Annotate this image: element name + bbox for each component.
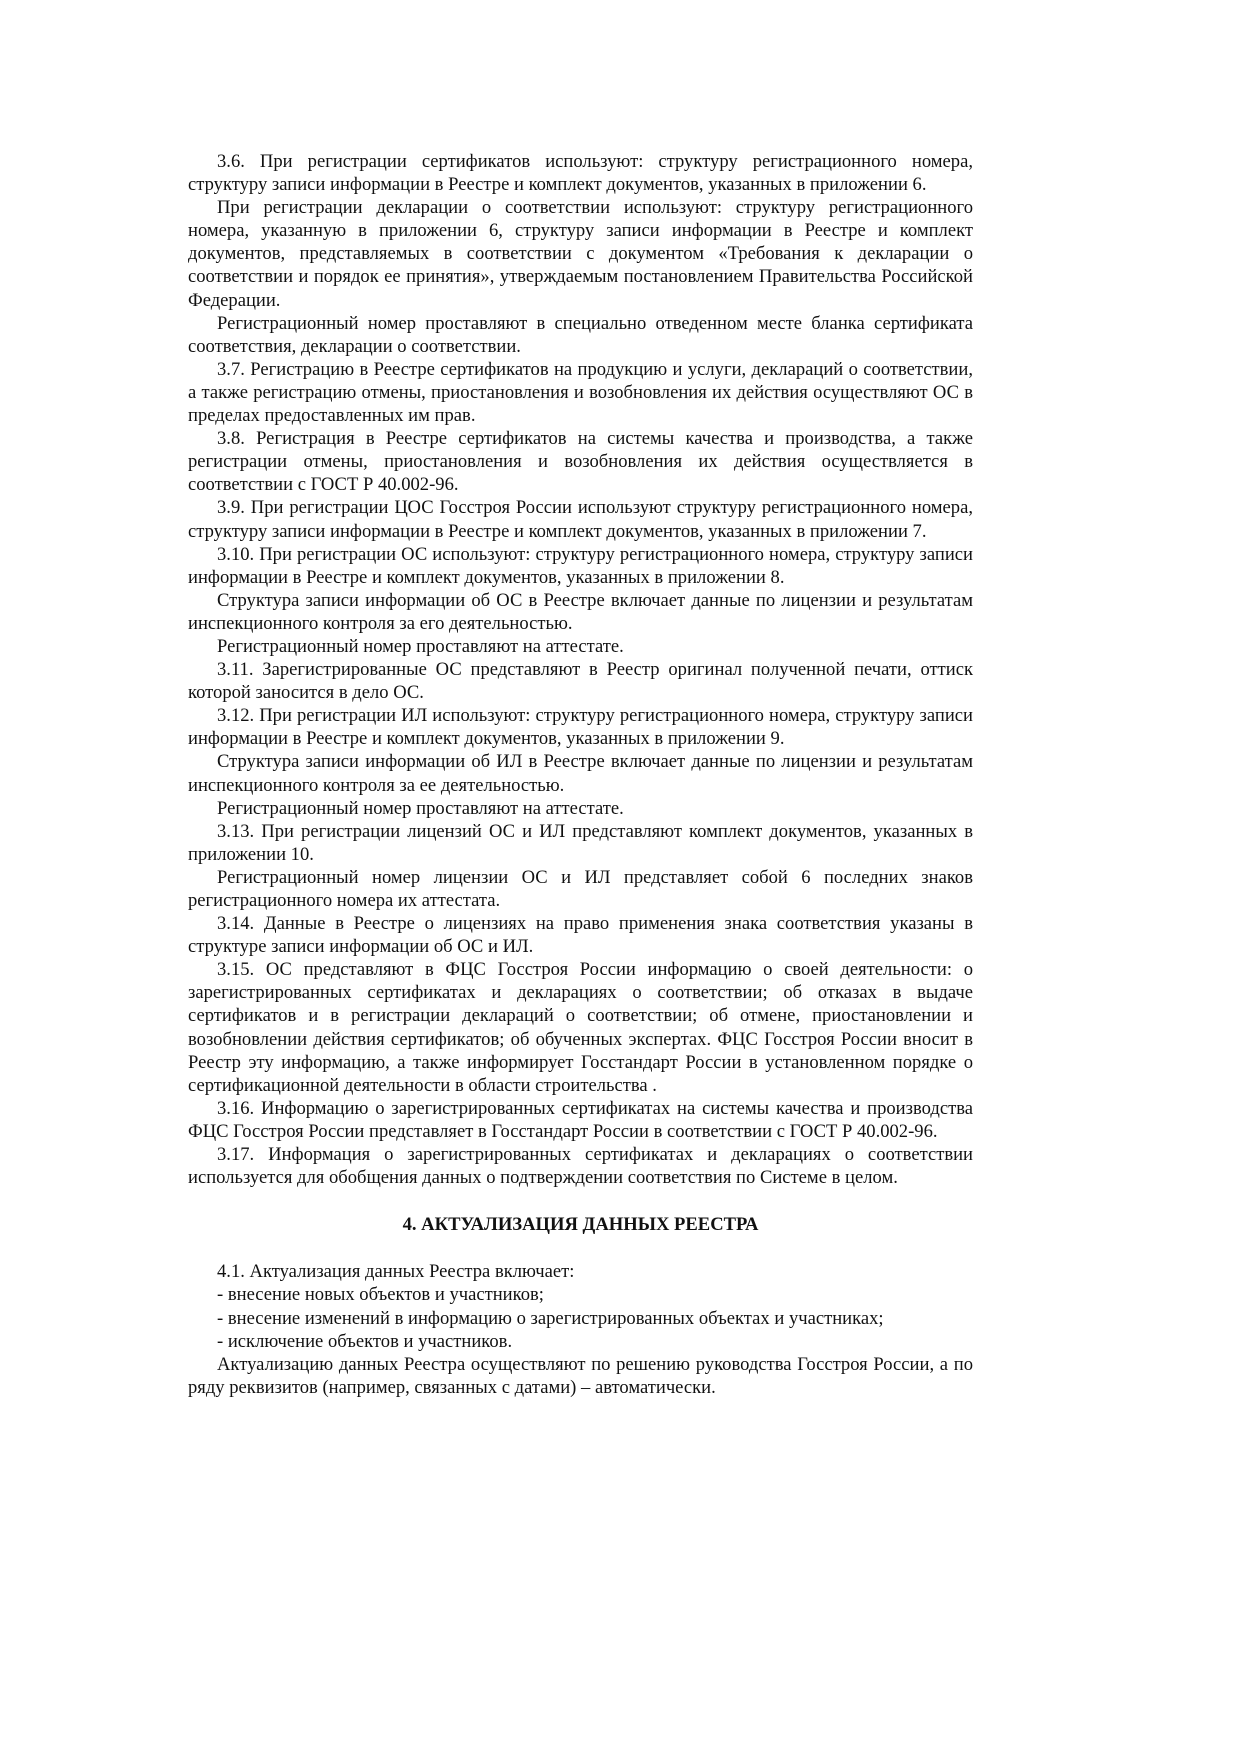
- paragraph-3-11: 3.11. Зарегистрированные ОС представляют в Реестр оригинал полученной печати, оттиск которой заносится в дело ОС.: [188, 659, 973, 704]
- paragraph-3-7: 3.7. Регистрацию в Реестре сертификатов на продукцию и услуги, деклараций о соответствии, а также регистрацию отмены, приостановления и возобновления их действия осуществляют ОС в пределах предоставленных им прав.: [188, 358, 973, 427]
- paragraph-actualization-closing: Актуализацию данных Реестра осуществляют по решению руководства Госстроя России, а по ряду реквизитов (например, связанных с датами) – автоматически.: [188, 1353, 973, 1398]
- paragraph-license-number: Регистрационный номер лицензии ОС и ИЛ представляет собой 6 последних знаков регистрационного номера их аттестата.: [188, 866, 973, 911]
- paragraph-3-9: 3.9. При регистрации ЦОС Госстроя России используют структуру регистрационного номера, структуру записи информации в Реестре и комплект документов, указанных в приложении 7.: [188, 497, 973, 542]
- paragraph-4-1: 4.1. Актуализация данных Реестра включает:: [217, 1261, 575, 1283]
- list-item: - исключение объектов и участников.: [217, 1330, 513, 1352]
- section-heading: 4. АКТУАЛИЗАЦИЯ ДАННЫХ РЕЕСТРА: [402, 1214, 759, 1236]
- paragraph-registration-number-placement: Регистрационный номер проставляют в специально отведенном месте бланка сертификата соответствия, декларации о соответствии.: [188, 312, 973, 357]
- paragraph-os-record-structure: Структура записи информации об ОС в Реестре включает данные по лицензии и результатам инспекционного контроля за его деятельностью.: [188, 589, 973, 634]
- paragraph-3-8: 3.8. Регистрация в Реестре сертификатов на системы качества и производства, а также регистрации отмены, приостановления и возобновления их действия осуществляется в соответствии с ГОСТ Р 40.002-96.: [188, 428, 973, 496]
- paragraph-3-16: 3.16. Информацию о зарегистрированных сертификатах на системы качества и производства ФЦС Госстроя России представляет в Госстандарт России в соответствии с ГОСТ Р 40.002-96.: [188, 1097, 973, 1142]
- paragraph-declaration-registration: При регистрации декларации о соответствии используют: структуру регистрационного номера, указанную в приложении 6, структуру записи информации в Реестре и комплект документов, представляемых в соответствии с документом «Требования к декларации о соответствии и порядок ее принятия», утверждаемым постановлением Правительства Российской Федерации.: [188, 197, 973, 311]
- paragraph-3-17: 3.17. Информация о зарегистрированных сертификатах и декларациях о соответствии используется для обобщения данных о подтверждении соответствия по Системе в целом.: [188, 1144, 973, 1189]
- paragraph-3-14: 3.14. Данные в Реестре о лицензиях на право применения знака соответствия указаны в структуре записи информации об ОС и ИЛ.: [188, 913, 973, 958]
- paragraph-3-15: 3.15. ОС представляют в ФЦС Госстроя России информацию о своей деятельности: о зарегистрированных сертификатах и декларациях о соответствии; об отказах в выдаче сертификатов и в регистрации деклараций о соответствии; об отмене, приостановлении и возобновлении действия сертификатов; об обученных экспертах. ФЦС Госстроя России вносит в Реестр эту информацию, а также информирует Госстандарт России в установленном порядке о сертификационной деятельности в области строительства .: [188, 959, 973, 1096]
- paragraph-3-13: 3.13. При регистрации лицензий ОС и ИЛ представляют комплект документов, указанных в приложении 10.: [188, 820, 973, 865]
- paragraph-3-6: 3.6. При регистрации сертификатов используют: структуру регистрационного номера, структуру записи информации в Реестре и комплект документов, указанных в приложении 6.: [188, 151, 973, 196]
- paragraph-3-10: 3.10. При регистрации ОС используют: структуру регистрационного номера, структуру записи информации в Реестре и комплект документов, указанных в приложении 8.: [188, 543, 973, 588]
- document-page: [188, 150, 973, 1399]
- paragraph-il-certificate-number: Регистрационный номер проставляют на аттестате.: [217, 797, 624, 819]
- paragraph-3-12: 3.12. При регистрации ИЛ используют: структуру регистрационного номера, структуру записи информации в Реестре и комплект документов, указанных в приложении 9.: [188, 705, 973, 750]
- paragraph-os-certificate-number: Регистрационный номер проставляют на аттестате.: [217, 635, 624, 657]
- list-item: - внесение новых объектов и участников;: [217, 1284, 544, 1306]
- list-item: - внесение изменений в информацию о зарегистрированных объектах и участниках;: [217, 1307, 884, 1329]
- paragraph-il-record-structure: Структура записи информации об ИЛ в Реестре включает данные по лицензии и результатам инспекционного контроля за ее деятельностью.: [188, 751, 973, 796]
